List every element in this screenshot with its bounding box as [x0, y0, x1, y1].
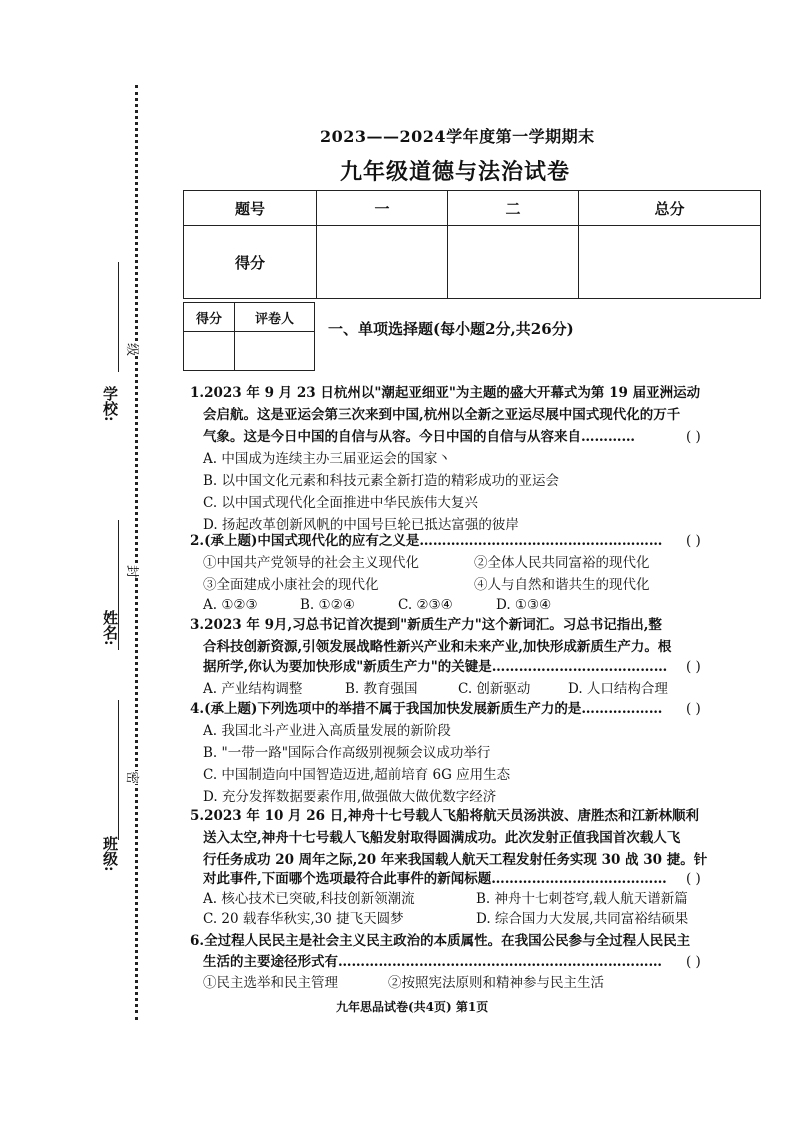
q2-item-1: ①中国共产党领导的社会主义现代化 [203, 555, 419, 571]
q5-option-c: C. 20 载春华秋实,30 捷飞天圆梦 [203, 911, 404, 927]
q2-item-3: ③全面建成小康社会的现代化 [203, 577, 379, 593]
q3-answer-paren[interactable]: ( ) [686, 659, 701, 675]
q5-line3: 行任务成功 20 周年之际,20 年来我国载人航天工程发射任务实现 30 战 30 捷。针 [203, 852, 708, 868]
score-row-label: 得分 [184, 226, 317, 299]
grader-name-header: 评卷人 [235, 303, 315, 332]
q5-option-a: A. 核心技术已突破,科技创新领潮流 [203, 891, 415, 907]
score-table [183, 190, 761, 299]
q5-option-b: B. 神舟十七刺苍穹,载人航天谱新篇 [476, 891, 688, 907]
seal-char-feng: 封 [122, 565, 145, 578]
q3-option-b: B. 教育强国 [345, 681, 418, 697]
q6-item-1: ①民主选举和民主管理 [203, 975, 338, 991]
q3-option-d: D. 人口结构合理 [568, 681, 668, 697]
q4-answer-paren[interactable]: ( ) [686, 701, 701, 717]
seal-dotted-line [135, 85, 138, 1020]
name-label: 姓名: [101, 610, 119, 646]
class-fill-line [118, 700, 119, 840]
q2-option-c: C. ②③④ [398, 597, 453, 613]
q1-line3: 气象。这是今日中国的自信与从容。今日中国的自信与从容来自………… [203, 429, 635, 445]
q2-option-d: D. ①③④ [496, 597, 552, 613]
q5-answer-paren[interactable]: ( ) [686, 871, 701, 887]
q2-line1: 2.(承上题)中国式现代化的应有之义是……………………………………………… [190, 533, 663, 549]
q4-option-d: D. 充分发挥数据要素作用,做强做大做优数字经济 [203, 789, 497, 805]
q2-option-b: B. ①②④ [300, 597, 355, 613]
q5-line2: 送入太空,神舟十七号载人飞船发射取得圆满成功。此次发射正值我国首次载人飞 [203, 830, 681, 846]
q1-line2: 会启航。这是亚运会第三次来到中国,杭州以全新之亚运尽展中国式现代化的万千 [203, 407, 681, 423]
score-header-total: 总分 [579, 191, 761, 226]
score-header-number: 题号 [184, 191, 317, 226]
school-fill-line [118, 262, 119, 372]
q1-option-b: B. 以中国文化元素和科技元素全新打造的精彩成功的亚运会 [203, 473, 560, 489]
exam-title: 九年级道德与法治试卷 [340, 159, 571, 185]
q3-line3: 据所学,你认为要加快形成"新质生产力"的关键是………………………………… [203, 659, 668, 675]
section-title: 一、单项选择题(每小题2分,共26分) [328, 320, 574, 338]
q1-option-d: D. 扬起改革创新风帆的中国号巨轮已抵达富强的彼岸 [203, 517, 519, 533]
grader-score-cell[interactable] [184, 332, 235, 371]
q2-option-a: A. ①②③ [203, 597, 258, 613]
q5-line4: 对此事件,下面哪个选项最符合此事件的新闻标题………………………………… [203, 871, 667, 887]
score-cell-part2[interactable] [448, 226, 579, 299]
q6-item-2: ②按照宪法原则和精神参与民主生活 [388, 975, 604, 991]
q3-line2: 合科技创新资源,引领发展战略性新兴产业和未来产业,加快形成新质生产力。根 [203, 639, 672, 655]
q4-option-b: B. "一带一路"国际合作高级别视频会议成功举行 [203, 745, 491, 761]
q3-line1: 3.2023 年 9月,习总书记首次提到"新质生产力"这个新词汇。习总书记指出,整 [190, 617, 662, 633]
q4-option-a: A. 我国北斗产业进入高质量发展的新阶段 [203, 723, 451, 739]
seal-char-ji: 级 [122, 343, 145, 356]
q1-option-a: A. 中国成为连续主办三届亚运会的国家丶 [203, 451, 451, 467]
class-label: 班级: [101, 836, 119, 872]
score-cell-total[interactable] [579, 226, 761, 299]
score-header-part1: 一 [317, 191, 448, 226]
q1-option-c: C. 以中国式现代化全面推进中华民族伟大复兴 [203, 495, 478, 511]
q4-option-c: C. 中国制造向中国智造迈进,超前培育 6G 应用生态 [203, 767, 511, 783]
q5-line1: 5.2023 年 10 月 26 日,神舟十七号载人飞船将航天员汤洪波、唐胜杰和江新林顺利 [190, 808, 699, 824]
q1-line1: 1.2023 年 9 月 23 日杭州以"潮起亚细亚"为主题的盛大开幕式为第 19 届亚洲运动 [190, 385, 701, 401]
grader-score-header: 得分 [184, 303, 235, 332]
seal-char-mi: 密 [122, 771, 145, 784]
q2-item-2: ②全体人民共同富裕的现代化 [474, 555, 650, 571]
page-footer: 九年思品试卷(共4页) 第1页 [336, 1000, 489, 1014]
grader-name-cell[interactable] [235, 332, 315, 371]
grader-table [183, 302, 315, 371]
q5-option-d: D. 综合国力大发展,共同富裕结硕果 [476, 911, 689, 927]
q4-line1: 4.(承上题)下列选项中的举措不属于我国加快发展新质生产力的是……………… [190, 701, 663, 717]
exam-period-title: 2023——2024学年度第一学期期末 [320, 127, 595, 146]
q2-item-4: ④人与自然和谐共生的现代化 [474, 577, 650, 593]
q2-answer-paren[interactable]: ( ) [686, 533, 701, 549]
q6-line1: 6.全过程人民民主是社会主义民主政治的本质属性。在我国公民参与全过程人民民主 [190, 933, 691, 949]
q1-answer-paren[interactable]: ( ) [686, 429, 701, 445]
score-cell-part1[interactable] [317, 226, 448, 299]
q3-option-a: A. 产业结构调整 [203, 681, 303, 697]
q6-line2: 生活的主要途径形式有……………………………………………………………… [203, 954, 662, 970]
q3-option-c: C. 创新驱动 [458, 681, 531, 697]
school-label: 学校: [101, 386, 119, 422]
q6-answer-paren[interactable]: ( ) [686, 954, 701, 970]
score-header-part2: 二 [448, 191, 579, 226]
